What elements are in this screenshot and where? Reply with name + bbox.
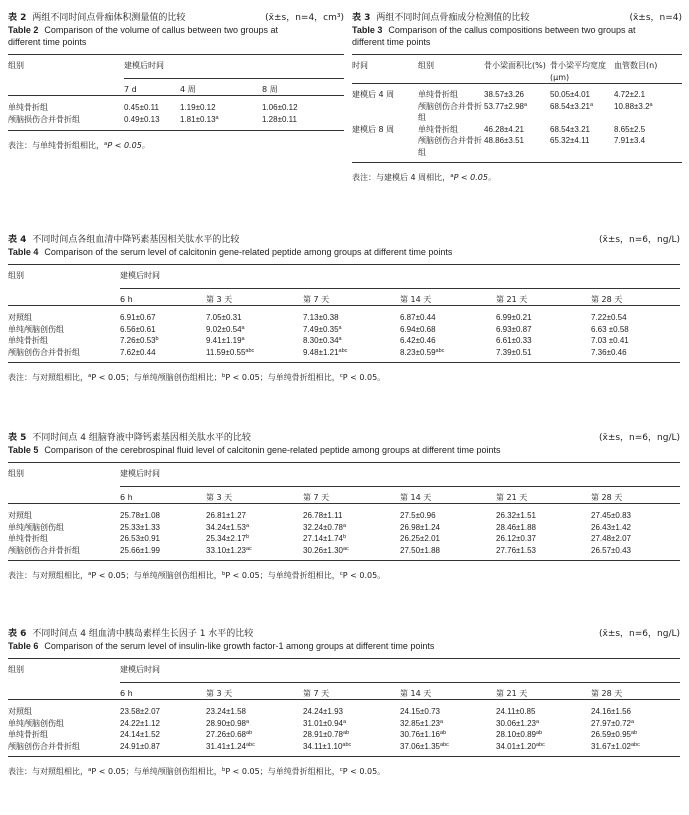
table5-cell: 26.57±0.43 (591, 545, 631, 555)
table5-note (8, 570, 680, 581)
table3-header: 骨小梁平均宽度(μm) (550, 55, 614, 84)
table5-title-en-text: Comparison of the cerebrospinal fluid level of calcitonin gene-related peptide among groups at different time points (44, 445, 501, 455)
table6-cell: 30.76±1.16 (400, 730, 440, 739)
table5-col: 第 14 天 (400, 492, 432, 502)
table4-cell: 9.48±1.21 (303, 347, 339, 357)
table4-note-text: 表注：与对照组相比， (8, 373, 88, 382)
table-row (352, 89, 682, 101)
table6-cell: 30.06±1.23 (496, 718, 536, 728)
table2-col: 4 周 (180, 84, 196, 94)
table-row (8, 312, 680, 324)
table5-label-en: Table 5 (8, 445, 39, 455)
table6-sup: a (630, 718, 635, 725)
table4-block (8, 234, 680, 383)
table4-col: 第 21 天 (496, 294, 528, 304)
table6-cell: 24.22±1.12 (120, 718, 160, 728)
table5-cell: 25.34±2.17 (206, 534, 246, 543)
table5-col: 6 h (120, 492, 133, 502)
table6-cell: 23.58±2.07 (120, 707, 160, 716)
table5-cell: 30.26±1.30 (303, 545, 343, 555)
table4-col: 6 h (120, 294, 133, 304)
table-row (8, 706, 680, 718)
table6-cell: 23.24±1.58 (206, 707, 246, 716)
table6-cell: 24.24±1.93 (303, 707, 343, 716)
table6-row-group: 对照组 (8, 707, 32, 716)
table4-cell: 6.42±0.46 (400, 336, 436, 345)
table6-sup: a (342, 718, 347, 725)
table-row (8, 533, 680, 545)
table5-sup: ac (245, 545, 252, 552)
table5-block (8, 432, 680, 581)
table-row (8, 729, 680, 741)
table6-cell: 34.01±1.20 (496, 741, 536, 751)
table2-cell: 1.81±0.13 (180, 114, 216, 124)
table4-title-cn-text: 不同时间点各组血清中降钙素基因相关肽水平的比较 (32, 235, 240, 245)
table6-cell: 37.06±1.35 (400, 741, 440, 751)
table6-col: 第 3 天 (206, 688, 233, 698)
table5-cell: 27.48±2.07 (591, 534, 631, 543)
table5-row-group: 颅脑创伤合并骨折组 (8, 545, 120, 561)
table3-row-time: 建模后 4 周 (352, 90, 395, 99)
table3-cell: 50.05±4.01 (550, 90, 590, 99)
table5-label-cn: 表 5 (8, 433, 27, 443)
table6-sup: ab (245, 730, 253, 736)
table5-note-sup: b (221, 571, 226, 577)
table4-cell: 7.22±0.54 (591, 313, 627, 322)
table5-stat: (x̄±s，n=6，ng/L) (598, 433, 680, 443)
table5-cell: 27.50±1.88 (400, 545, 440, 555)
table3-cell: 68.54±3.21 (550, 124, 590, 134)
table5-cell: 27.76±1.53 (496, 545, 536, 555)
table4-cell: 8.30±0.34 (303, 336, 339, 345)
table-row (8, 102, 344, 114)
table5-note-sup: a (88, 571, 92, 577)
table6 (8, 658, 680, 757)
table6-col: 6 h (120, 688, 133, 698)
table5-sup: ac (342, 545, 349, 552)
table2-col: 8 周 (262, 84, 278, 94)
table4-cell: 7.36±0.46 (591, 347, 627, 357)
table6-sup: a (535, 718, 540, 725)
table6-cell: 34.11±1.10 (303, 741, 343, 751)
table3-block (352, 12, 682, 183)
table2-row-group: 颅脑损伤合并骨折组 (8, 114, 124, 131)
table6-sup: ab (630, 730, 638, 736)
table6-stat: (x̄±s，n=6，ng/L) (598, 629, 680, 639)
table5-sup: a (245, 522, 250, 529)
table3-cell: 68.54±3.21 (550, 101, 590, 111)
table5-cell: 26.81±1.27 (206, 511, 246, 520)
table2-note-p: P < 0.05。 (107, 141, 150, 150)
table4-note (8, 372, 680, 383)
table6-cell: 31.67±1.02 (591, 741, 631, 751)
table4-sup: abc (435, 347, 445, 354)
table3-note-text: 表注：与建模后 4 周相比， (352, 173, 451, 182)
table5-col: 第 3 天 (206, 492, 233, 502)
table4-cell: 6.61±0.33 (496, 336, 532, 345)
table4-cell: 6.93±0.87 (496, 324, 532, 334)
table-row (8, 335, 680, 347)
table6-cell: 26.59±0.95 (591, 730, 631, 739)
table-row (8, 510, 680, 522)
table2-header-group: 组别 (8, 55, 124, 72)
table6-col: 第 14 天 (400, 688, 432, 698)
table2-cell: 0.49±0.13 (124, 114, 160, 124)
table3-row-time (352, 101, 418, 124)
table6-sup: abc (342, 741, 352, 748)
table6-sup: a (245, 718, 250, 725)
table2-cell: 1.19±0.12 (180, 103, 216, 112)
table6-cell: 28.91±0.78 (303, 730, 343, 739)
table3-row-time (352, 135, 418, 163)
table4-cell: 7.39±0.51 (496, 347, 532, 357)
table3-header: 血管数目(n) (614, 55, 682, 84)
table3-row-group: 颅脑创伤合并骨折组 (418, 135, 484, 163)
table6-note (8, 766, 680, 777)
table5-cell: 28.46±1.88 (496, 522, 536, 532)
table3-note-sup: a (450, 173, 454, 179)
table5-cell: 26.53±0.91 (120, 534, 160, 543)
table6-sup: abc (630, 741, 640, 748)
table5-cell: 26.78±1.11 (303, 511, 343, 520)
table5-sup: a (342, 522, 347, 529)
table6-col: 第 7 天 (303, 688, 330, 698)
table3-sup: a (589, 101, 594, 108)
table5-cell: 26.43±1.42 (591, 522, 631, 532)
table4-title-en-text: Comparison of the serum level of calcitonin gene-related peptide among groups at different time points (44, 247, 453, 257)
table4-title-en (8, 246, 680, 258)
table2-label-cn: 表 2 (8, 13, 27, 23)
table5-col: 第 28 天 (591, 492, 623, 502)
table2-col: 7 d (124, 84, 137, 94)
table5-title-cn-text: 不同时间点 4 组脑脊液中降钙素基因相关肽水平的比较 (32, 433, 251, 443)
table6-cell: 24.14±1.52 (120, 730, 160, 739)
table3-title-cn (352, 12, 682, 24)
table2-title-cn (8, 12, 344, 24)
table6-title-cn-text: 不同时间点 4 组血清中胰岛素样生长因子 1 水平的比较 (32, 629, 254, 639)
table4-note-text: P < 0.05。 (342, 373, 386, 382)
table4-note-sup: a (88, 373, 92, 379)
table6-label-cn: 表 6 (8, 629, 27, 639)
table6-sup: a (439, 718, 444, 725)
table4-sup: a (241, 324, 245, 331)
table3-note (352, 172, 682, 183)
table2-cell: 1.28±0.11 (262, 114, 297, 124)
table4 (8, 264, 680, 363)
table3-cell: 65.32±4.11 (550, 136, 590, 145)
table4-cell: 7.05±0.31 (206, 313, 242, 322)
table6-cell: 31.01±0.94 (303, 718, 343, 728)
table-row (8, 324, 680, 336)
table6-cell: 32.85±1.23 (400, 718, 440, 728)
table-row (8, 522, 680, 534)
table5-cell: 26.12±0.37 (496, 534, 536, 543)
table5-sup: b (245, 534, 250, 540)
table6-title-en-text: Comparison of the serum level of insulin-like growth factor-1 among groups at different time points (44, 641, 435, 651)
table6-cell: 28.10±0.89 (496, 730, 536, 739)
table-row (8, 545, 680, 561)
table5-cell: 26.25±2.01 (400, 534, 440, 543)
table5-cell: 33.10±1.23 (206, 545, 246, 555)
table5-title-cn (8, 432, 680, 444)
table3-cell: 8.65±2.5 (614, 124, 646, 134)
table-row (352, 101, 682, 124)
table4-col: 第 14 天 (400, 294, 432, 304)
table4-header-group: 组别 (8, 265, 120, 282)
table6-cell: 31.41±1.24 (206, 741, 246, 751)
table4-note-text: P < 0.05；与单纯颅脑创伤组相比； (91, 373, 222, 382)
table4-header-time: 建模后时间 (120, 265, 680, 282)
table4-cell: 7.13±0.38 (303, 313, 339, 322)
table4-col: 第 7 天 (303, 294, 330, 304)
table6-note-sup: a (88, 767, 92, 773)
table2-row-group: 单纯骨折组 (8, 103, 48, 112)
table-row (352, 124, 682, 136)
table6-title-cn (8, 628, 680, 640)
table6-row-group: 颅脑创伤合并骨折组 (8, 741, 120, 757)
table4-cell: 6.87±0.44 (400, 313, 436, 322)
table2-stat: (x̄±s，n=4，cm³) (265, 13, 344, 23)
table3-cell: 46.28±4.21 (484, 124, 524, 134)
table5-cell: 25.78±1.08 (120, 511, 160, 520)
table3-row-group: 颅脑创伤合并骨折组 (418, 101, 482, 122)
table6-label-en: Table 6 (8, 641, 39, 651)
table2-header-time: 建模后时间 (124, 55, 344, 72)
table6-header-group: 组别 (8, 659, 120, 676)
table5-row-group: 单纯骨折组 (8, 534, 48, 543)
table4-cell: 6.94±0.68 (400, 324, 436, 334)
table4-cell: 9.41±1.19 (206, 336, 242, 345)
table6-sup: abc (439, 741, 449, 748)
table4-cell: 7.03 ±0.41 (591, 336, 629, 345)
table6-row-group: 单纯骨折组 (8, 730, 48, 739)
table4-cell: 9.02±0.54 (206, 324, 242, 334)
table4-sup: abc (338, 347, 348, 354)
table6-note-text: P < 0.05。 (342, 767, 386, 776)
table5-note-text: 表注：与对照组相比， (8, 571, 88, 580)
table3-cell: 4.72±2.1 (614, 90, 646, 99)
table3-note-p: P < 0.05。 (453, 173, 496, 182)
table6-sup: ab (535, 730, 543, 736)
table3-sup: a (649, 101, 653, 108)
table3-title-en (352, 24, 652, 48)
table2-label-en: Table 2 (8, 25, 39, 35)
table4-row-group: 单纯骨折组 (8, 336, 48, 345)
table6-cell: 24.11±0.85 (496, 707, 536, 716)
table2-note (8, 140, 344, 151)
table3-header: 骨小梁面积比(%) (484, 55, 550, 84)
table6-header-time: 建模后时间 (120, 659, 680, 676)
table4-row-group: 颅脑创伤合并骨折组 (8, 347, 120, 363)
table5-cell: 27.14±1.74 (303, 534, 343, 543)
table5-sup: b (342, 534, 347, 540)
table5-cell: 25.33±1.33 (120, 522, 160, 532)
table6-note-text: P < 0.05；与单纯骨折组相比， (225, 767, 340, 776)
table3-sup: a (523, 101, 528, 108)
table3-cell: 38.57±3.26 (484, 90, 524, 99)
table5-header-time: 建模后时间 (120, 463, 680, 480)
table4-cell: 6.56±0.61 (120, 324, 156, 334)
table4-col: 第 3 天 (206, 294, 233, 304)
table2-title-cn-text: 两组不同时间点骨痂体积测量值的比较 (32, 13, 186, 23)
table6-cell: 24.16±1.56 (591, 707, 631, 716)
table4-sup: a (338, 324, 342, 331)
table3-row-time: 建模后 8 周 (352, 124, 395, 134)
table-row (8, 347, 680, 363)
table4-col: 第 28 天 (591, 294, 623, 304)
table3-label-en: Table 3 (352, 25, 383, 35)
table4-cell: 7.26±0.53 (120, 336, 156, 345)
table4-sup: a (241, 336, 245, 342)
table5-cell: 27.5±0.96 (400, 511, 436, 520)
table2 (8, 54, 344, 131)
table5-cell: 26.32±1.51 (496, 511, 536, 520)
table6-sup: ab (342, 730, 350, 736)
table6-block (8, 628, 680, 777)
table2-sup: a (215, 114, 219, 121)
table3-cell: 7.91±3.4 (614, 136, 646, 145)
table3-header: 时间 (352, 55, 418, 84)
table5-cell: 26.98±1.24 (400, 522, 440, 532)
table6-cell: 28.90±0.98 (206, 718, 246, 728)
table6-row-group: 单纯颅脑创伤组 (8, 718, 64, 728)
table6-note-text: 表注：与对照组相比， (8, 767, 88, 776)
table5-note-text: P < 0.05。 (342, 571, 386, 580)
table4-note-sup: c (339, 373, 343, 379)
table-row (8, 718, 680, 730)
table4-label-en: Table 4 (8, 247, 39, 257)
table3-stat: (x̄±s，n=4) (629, 13, 682, 23)
table4-cell: 8.23±0.59 (400, 347, 436, 357)
table-row (8, 114, 344, 131)
table5-cell: 34.24±1.53 (206, 522, 246, 532)
table5-row-group: 对照组 (8, 511, 32, 520)
table6-cell: 27.26±0.68 (206, 730, 246, 739)
table-row (8, 741, 680, 757)
table4-title-cn (8, 234, 680, 246)
table2-block (8, 12, 344, 151)
table6-sup: abc (245, 741, 255, 748)
table4-label-cn: 表 4 (8, 235, 27, 245)
table6-sup: ab (439, 730, 447, 736)
table5 (8, 462, 680, 561)
table5-col: 第 7 天 (303, 492, 330, 502)
table3-title-en-text: Comparison of the callus compositions between two groups at different time points (352, 25, 636, 47)
table4-cell: 7.49±0.35 (303, 324, 339, 334)
table5-title-en (8, 444, 680, 456)
table4-stat: (x̄±s，n=6，ng/L) (598, 235, 680, 245)
table4-row-group: 单纯颅脑创伤组 (8, 324, 64, 334)
table6-title-en (8, 640, 680, 652)
table5-note-text: P < 0.05；与单纯颅脑创伤组相比， (91, 571, 222, 580)
table3-row-group: 单纯骨折组 (418, 90, 458, 99)
table6-col: 第 28 天 (591, 688, 623, 698)
table2-title-en-text: Comparison of the volume of callus between two groups at different time points (8, 25, 278, 47)
table4-row-group: 对照组 (8, 313, 32, 322)
table5-col: 第 21 天 (496, 492, 528, 502)
table4-sup: abc (245, 347, 255, 354)
table6-note-sup: c (339, 767, 343, 773)
table4-sup: a (338, 336, 342, 342)
table5-row-group: 单纯颅脑创伤组 (8, 522, 64, 532)
table6-note-sup: b (221, 767, 226, 773)
table6-col: 第 21 天 (496, 688, 528, 698)
table5-note-sup: c (339, 571, 343, 577)
table2-cell: 1.06±0.12 (262, 103, 298, 112)
table5-cell: 32.24±0.78 (303, 522, 343, 532)
table6-cell: 27.97±0.72 (591, 718, 631, 728)
table2-cell: 0.45±0.11 (124, 103, 159, 112)
table3-label-cn: 表 3 (352, 13, 371, 23)
table6-cell: 24.15±0.73 (400, 707, 440, 716)
table-row (352, 135, 682, 163)
table3-cell: 53.77±2.98 (484, 101, 524, 111)
table4-cell: 6.99±0.21 (496, 313, 532, 322)
table5-cell: 25.66±1.99 (120, 545, 160, 555)
table4-note-text: P < 0.05；与单纯骨折组相比， (225, 373, 340, 382)
table3-header: 组别 (418, 55, 484, 84)
table4-cell: 7.62±0.44 (120, 347, 156, 357)
table4-cell: 11.59±0.55 (206, 347, 246, 357)
table2-title-en (8, 24, 308, 48)
table5-header-group: 组别 (8, 463, 120, 480)
table5-note-text: P < 0.05；与单纯骨折组相比， (225, 571, 340, 580)
table3-title-cn-text: 两组不同时间点骨痂成分检测值的比较 (376, 13, 530, 23)
table3-row-group: 单纯骨折组 (418, 124, 458, 134)
table4-cell: 6.63 ±0.58 (591, 324, 629, 334)
table3 (352, 54, 682, 163)
table5-cell: 27.45±0.83 (591, 511, 631, 520)
table4-note-sup: b (221, 373, 226, 379)
table4-sup: b (155, 336, 159, 342)
table6-note-text: P < 0.05；与单纯颅脑创伤组相比， (91, 767, 222, 776)
table3-cell: 10.88±3.2 (614, 101, 650, 111)
table2-note-sup: a (104, 141, 108, 147)
table6-cell: 24.91±0.87 (120, 741, 160, 751)
table2-note-text: 表注：与单纯骨折组相比， (8, 141, 104, 150)
table4-cell: 6.91±0.67 (120, 313, 156, 322)
table3-cell: 48.86±3.51 (484, 136, 524, 145)
table6-sup: abc (535, 741, 545, 748)
